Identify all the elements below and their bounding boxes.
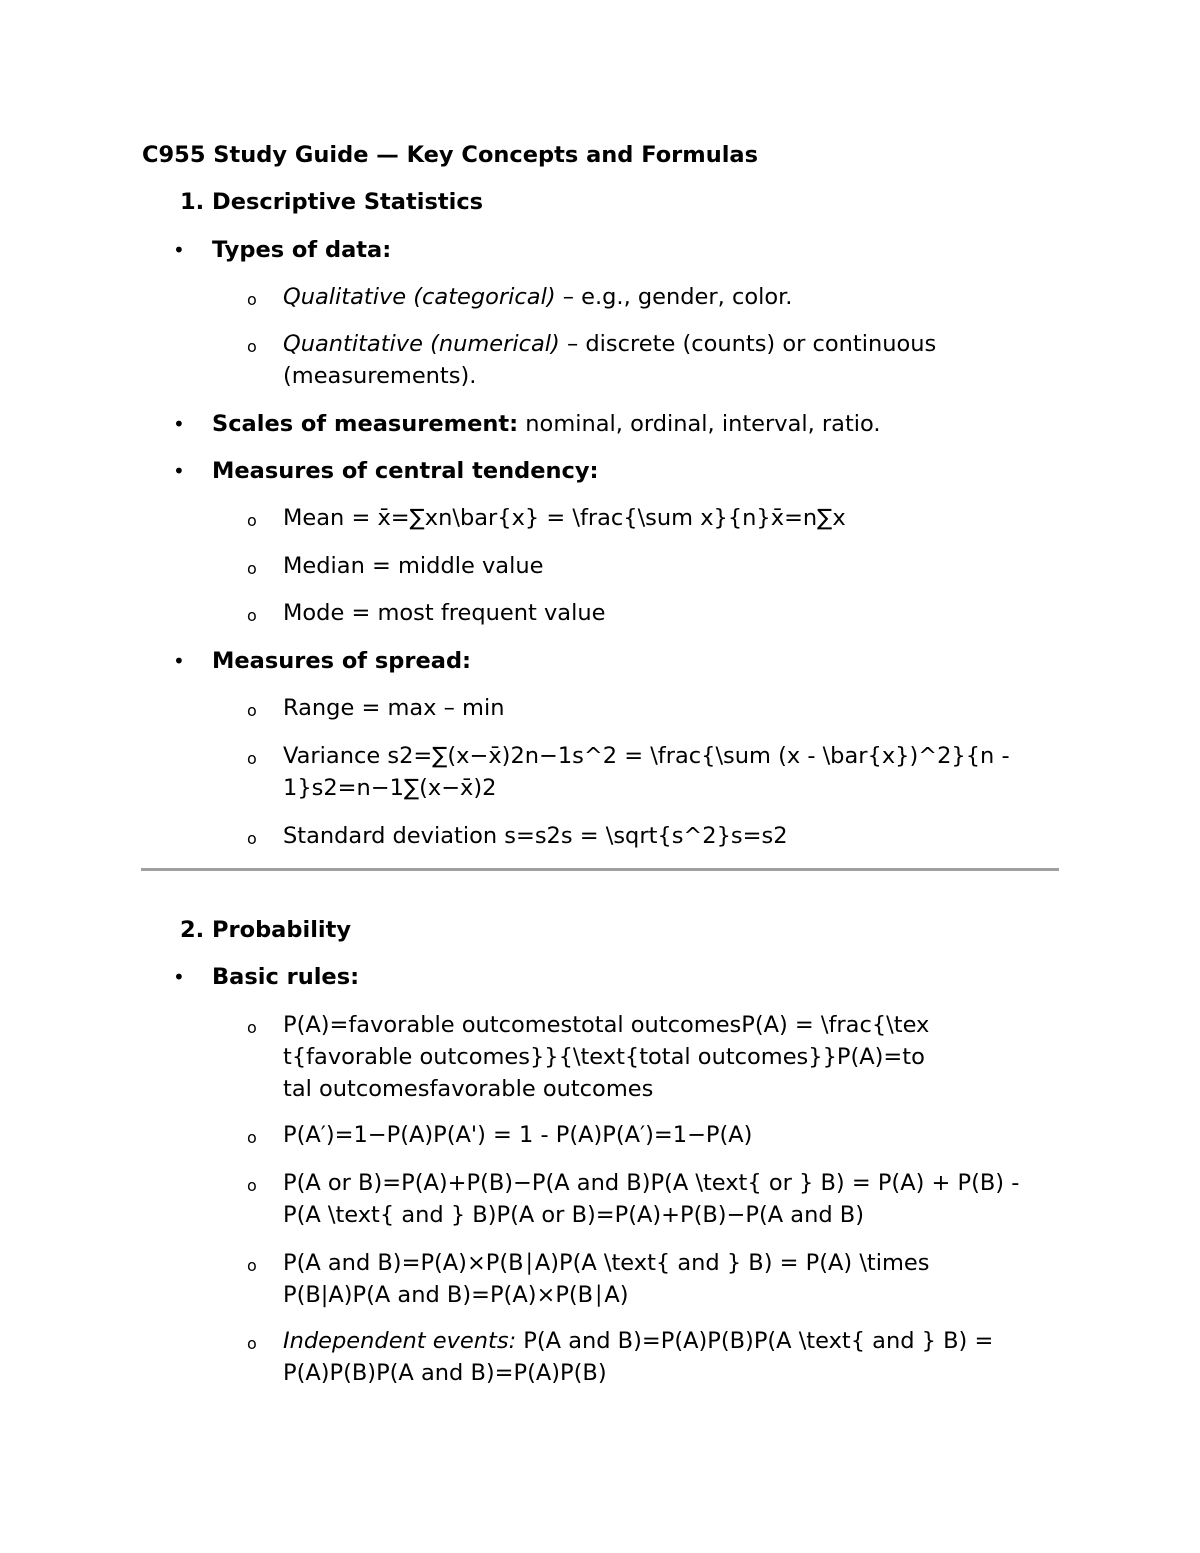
scales-value: nominal, ordinal, interval, ratio. xyxy=(518,411,881,437)
sub-bullet-marker: o xyxy=(247,606,257,625)
bullet-marker: • xyxy=(173,459,185,483)
sub-bullet-marker: o xyxy=(247,337,257,356)
sub-bullet-marker: o xyxy=(247,1128,257,1147)
sub-bullet-marker: o xyxy=(247,1256,257,1275)
list-item-mode: Mode = most frequent value xyxy=(283,600,606,626)
list-item-rule-complement: P(A′)=1−P(A)P(A') = 1 - P(A)P(A′)=1−P(A) xyxy=(283,1122,753,1148)
list-item-median: Median = middle value xyxy=(283,553,544,579)
sub-bullet-marker: o xyxy=(247,290,257,309)
list-item-rule-independent xyxy=(283,1325,1043,1389)
sub-bullet-marker: o xyxy=(247,511,257,530)
sub-bullet-marker: o xyxy=(247,701,257,720)
sub-bullet-marker: o xyxy=(247,1176,257,1195)
list-item-scales xyxy=(212,408,881,440)
list-item-variance: Variance s2=∑(x−x̄)2n−1s^2 = \frac{\sum (x - \bar{x})^2}{n - 1}s2=n−1∑(x−x̄)2 xyxy=(283,743,1010,801)
quantitative-description: – discrete (counts) or continuous (measurements). xyxy=(283,331,937,389)
sub-bullet-marker: o xyxy=(247,749,257,768)
bullet-marker: • xyxy=(173,649,185,673)
list-item-rule-union: P(A or B)=P(A)+P(B)−P(A and B)P(A \text{ or } B) = P(A) + P(B) - P(A \text{ and } B)P(A or B)=P(A)+P(B)−P(A and B) xyxy=(283,1170,1020,1228)
qualitative-description: – e.g., gender, color. xyxy=(555,284,793,310)
basic-rules-label: Basic rules: xyxy=(212,964,360,990)
sub-bullet-marker: o xyxy=(247,1334,257,1353)
independent-events-term: Independent events: xyxy=(283,1328,517,1354)
list-item-qualitative xyxy=(283,281,1063,313)
sub-bullet-marker: o xyxy=(247,559,257,578)
document-title: C955 Study Guide — Key Concepts and Formulas xyxy=(142,142,759,168)
section-heading-probability: 2. Probability xyxy=(180,917,352,943)
sub-bullet-marker: o xyxy=(247,1018,257,1037)
list-item-standard-deviation: Standard deviation s=s2s = \sqrt{s^2}s=s2 xyxy=(283,823,788,849)
bullet-marker: • xyxy=(173,238,185,262)
bullet-marker: • xyxy=(173,965,185,989)
qualitative-term: Qualitative (categorical) xyxy=(283,284,556,310)
list-item-quantitative xyxy=(283,328,983,392)
independent-events-value: P(A and B)=P(A)P(B)P(A \text{ and } B) = P(A)P(B)P(A and B)=P(A)P(B) xyxy=(283,1328,994,1386)
spread-label: Measures of spread: xyxy=(212,648,472,674)
types-of-data-label: Types of data: xyxy=(212,237,392,263)
list-item-rule-intersection: P(A and B)=P(A)×P(B∣A)P(A \text{ and } B) = P(A) \times P(B|A)P(A and B)=P(A)×P(B∣A) xyxy=(283,1250,930,1308)
section-heading-descriptive-statistics: 1. Descriptive Statistics xyxy=(180,189,484,215)
bullet-marker: • xyxy=(173,412,185,436)
list-item-mean: Mean = x̄=∑xn\bar{x} = \frac{\sum x}{n}x̄=n∑x xyxy=(283,505,846,531)
quantitative-term: Quantitative (numerical) xyxy=(283,331,560,357)
section-divider xyxy=(141,868,1059,871)
list-item-rule-probability: P(A)=favorable outcomestotal outcomesP(A) = \frac{\text{favorable outcomes}}{\text{total outcomes}}P(A)=total outcomesfavorable outcomes xyxy=(283,1012,930,1102)
scales-label: Scales of measurement: xyxy=(212,411,519,437)
central-tendency-label: Measures of central tendency: xyxy=(212,458,599,484)
list-item-range: Range = max – min xyxy=(283,695,505,721)
sub-bullet-marker: o xyxy=(247,829,257,848)
